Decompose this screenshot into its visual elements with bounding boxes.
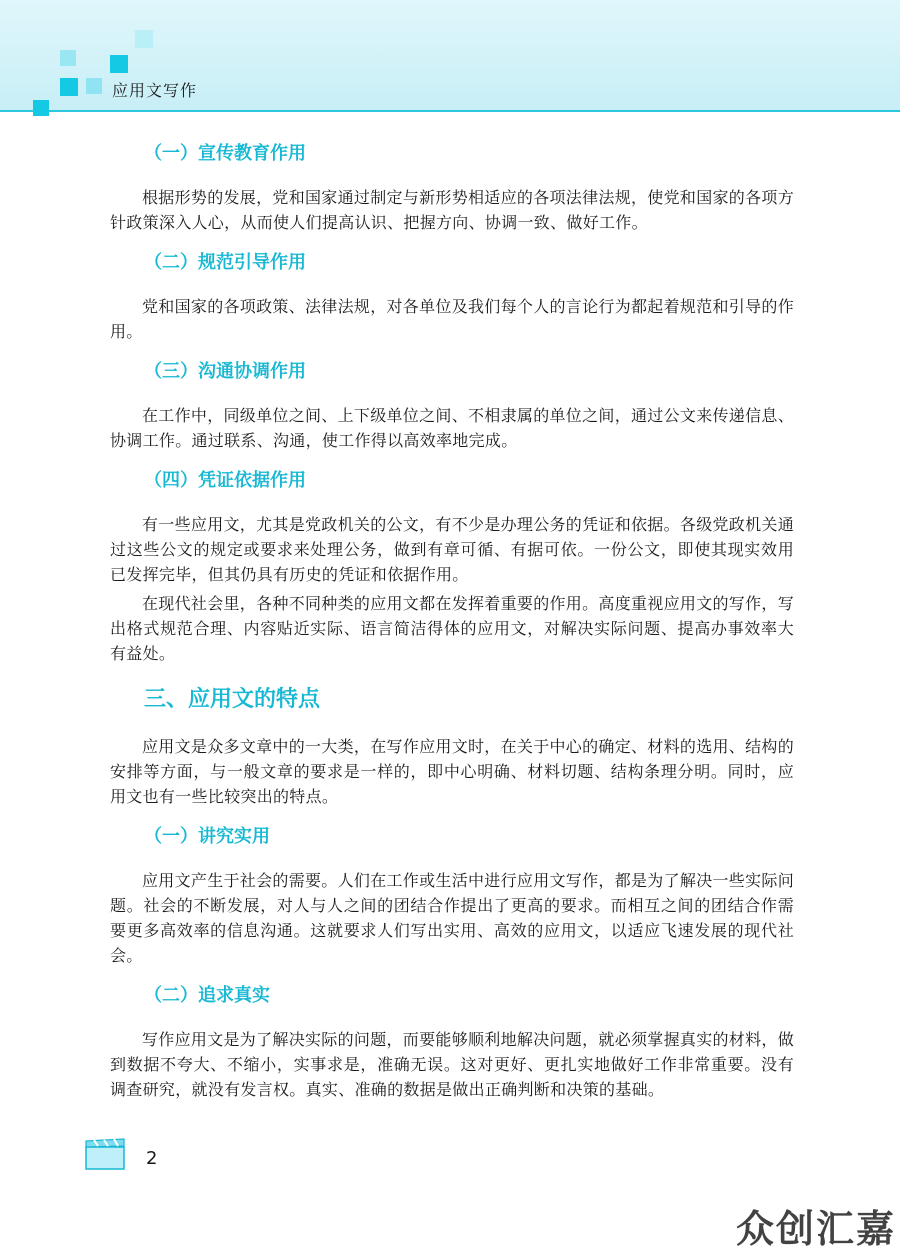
decor-square [86,78,102,94]
chapter-heading: 三、应用文的特点 [144,687,321,712]
watermark: 众创汇嘉 [735,1207,896,1251]
decor-square [60,50,76,66]
section-heading: （二）规范引导作用 [144,252,306,273]
decor-square [33,100,49,116]
section-heading: （四）凭证依据作用 [144,470,306,491]
section-heading: （三）沟通协调作用 [144,361,306,382]
decor-square [135,30,153,48]
section-heading: （一）宣传教育作用 [144,143,306,164]
section-heading: （一）讲究实用 [144,826,270,847]
page-number: 2 [146,1148,158,1169]
section-heading: （二）追求真实 [144,985,270,1006]
decor-square [110,55,128,73]
clapperboard-icon [80,1133,128,1173]
page-body [110,140,794,1116]
running-title: 应用文写作 [112,81,198,100]
decor-square [60,78,78,96]
paragraph: 应用文产生于社会的需要。人们在工作或生活中进行应用文写作，都是为了解决一些实际问题。社会的不断发展，对人与人之间的团结合作提出了更高的要求。而相互之间的团结合作需要更多高效率的信息沟通。这就要求人们写出实用、高效的应用文，以适应飞速发展的现代社会。 [110,871,795,965]
paragraph: 有一些应用文，尤其是党政机关的公文，有不少是办理公务的凭证和依据。各级党政机关通过这些公文的规定或要求来处理公务，做到有章可循、有据可依。一份公文，即使其现实效用已发挥完毕，但其仍具有历史的凭证和依据作用。 [110,515,795,584]
paragraph: 在现代社会里，各种不同种类的应用文都在发挥着重要的作用。高度重视应用文的写作，写出格式规范合理、内容贴近实际、语言简洁得体的应用文，对解决实际问题、提高办事效率大有益处。 [110,594,795,663]
page-header [0,0,900,112]
paragraph: 在工作中，同级单位之间、上下级单位之间、不相隶属的单位之间，通过公文来传递信息、协调工作。通过联系、沟通，使工作得以高效率地完成。 [110,406,795,450]
paragraph: 党和国家的各项政策、法律法规，对各单位及我们每个人的言论行为都起着规范和引导的作用。 [110,297,795,341]
paragraph: 写作应用文是为了解决实际的问题，而要能够顺利地解决问题，就必须掌握真实的材料，做到数据不夸大、不缩小，实事求是，准确无误。这对更好、更扎实地做好工作非常重要。没有调查研究，就没有发言权。真实、准确的数据是做出正确判断和决策的基础。 [110,1030,795,1099]
paragraph: 根据形势的发展，党和国家通过制定与新形势相适应的各项法律法规，使党和国家的各项方针政策深入人心，从而使人们提高认识、把握方向、协调一致、做好工作。 [110,188,795,232]
paragraph: 应用文是众多文章中的一大类，在写作应用文时，在关于中心的确定、材料的选用、结构的安排等方面，与一般文章的要求是一样的，即中心明确、材料切题、结构条理分明。同时，应用文也有一些比较突出的特点。 [110,737,795,806]
